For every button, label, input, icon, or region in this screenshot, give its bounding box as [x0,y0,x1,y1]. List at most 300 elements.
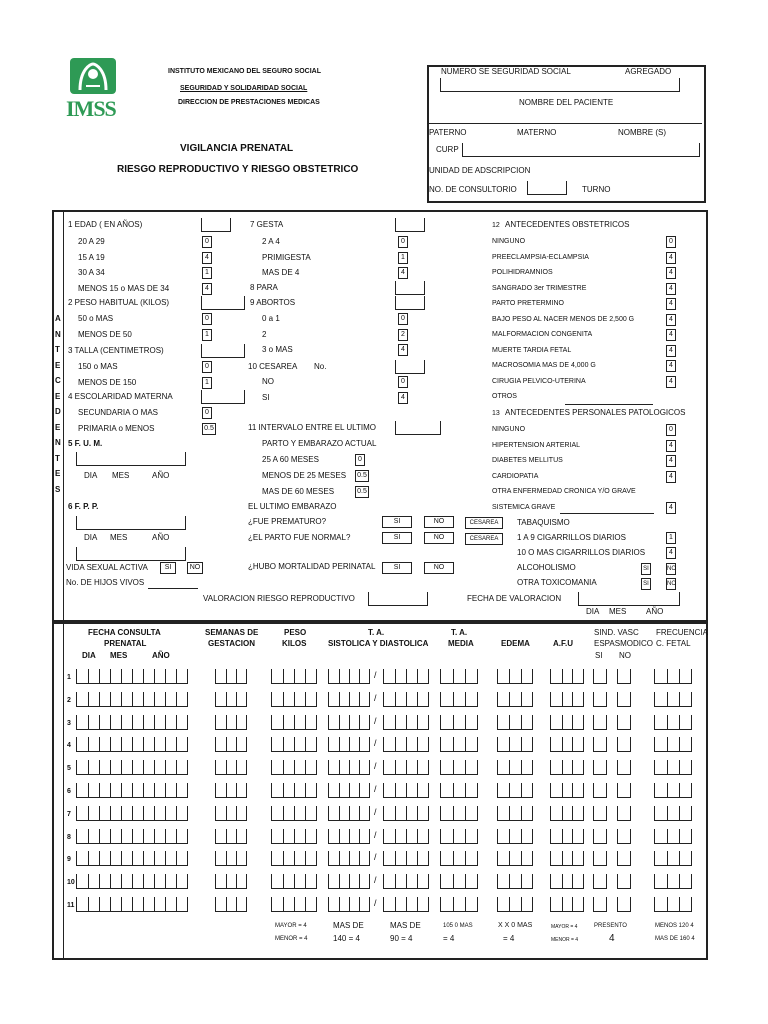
cell-divider [132,874,133,888]
table-cell[interactable] [593,737,607,752]
table-cell[interactable] [593,874,607,889]
pers-num: 13 [492,410,500,417]
tox-no[interactable]: NO [666,578,676,590]
cell-divider [305,851,306,865]
table-cell[interactable] [550,783,584,798]
gesta-field[interactable] [395,218,425,231]
table-cell[interactable] [593,669,607,684]
table-cell[interactable] [497,715,533,730]
cell-divider [509,783,510,797]
table-cell[interactable] [76,897,188,912]
antecedente-score-box[interactable]: 4 [666,267,676,279]
table-cell[interactable] [440,783,478,798]
extra-date-field[interactable] [76,547,186,560]
curp-field[interactable] [462,143,700,157]
table-cell[interactable] [271,669,317,684]
abortos-score-box[interactable]: 2 [398,329,408,341]
table-cell[interactable] [440,897,478,912]
table-cell[interactable] [593,783,607,798]
cell-divider [143,760,144,774]
table-cell[interactable] [654,874,692,889]
table-cell[interactable] [215,669,247,684]
antecedente-option-label: CIRUGIA PELVICO-UTERINA [492,377,586,385]
edad-score-box[interactable]: 0 [202,236,212,248]
cell-divider [667,829,668,843]
table-cell[interactable] [271,829,317,844]
mortalidad-no[interactable]: NO [424,562,454,574]
table-cell[interactable] [440,760,478,775]
cell-divider [143,806,144,820]
antecedente-score-box[interactable]: 4 [666,376,676,388]
table-cell[interactable] [271,692,317,707]
cell-divider [121,897,122,911]
normal-no[interactable]: NO [424,532,454,544]
cell-divider [667,692,668,706]
table-cell[interactable] [383,669,429,684]
cell-divider [88,669,89,683]
table-cell[interactable] [654,760,692,775]
cell-divider [359,874,360,888]
cell-divider [509,669,510,683]
para-field[interactable] [395,281,425,294]
cell-divider [88,874,89,888]
cell-divider [165,715,166,729]
gesta-score-box[interactable]: 1 [398,252,408,264]
table-cell[interactable] [654,737,692,752]
cell-divider [236,760,237,774]
foot-mayor: MAYOR = 4 [275,923,307,929]
table-cell[interactable] [215,783,247,798]
abortos-field[interactable] [395,296,425,309]
table-cell[interactable] [593,806,607,821]
antecedente-score-box[interactable]: 4 [666,360,676,372]
table-cell[interactable] [328,669,370,684]
table-cell[interactable] [383,737,429,752]
form-subtitle: RIESGO REPRODUCTIVO Y RIESGO OBSTETRICO [117,164,359,175]
cell-divider [154,897,155,911]
peso-score-box[interactable]: 1 [202,329,212,341]
table-cell[interactable] [617,669,631,684]
cell-divider [521,715,522,729]
form-title: VIGILANCIA PRENATAL [180,143,294,154]
normal-cesarea[interactable]: CESAREA [465,533,503,545]
table-cell[interactable] [654,829,692,844]
abortos-score-box[interactable]: 4 [398,344,408,356]
prematuro-cesarea[interactable]: CESAREA [465,517,503,529]
ta-slash: / [374,829,377,840]
cell-divider [562,669,563,683]
table-cell[interactable] [271,806,317,821]
cell-divider [359,669,360,683]
fv-mes: MES [609,607,627,616]
nss-field[interactable] [440,78,702,92]
table-cell[interactable] [497,806,533,821]
cell-divider [176,783,177,797]
vida-si[interactable]: SI [160,562,176,574]
table-row [0,760,1,761]
table-cell[interactable] [550,692,584,707]
table-cell[interactable] [550,737,584,752]
table-cell[interactable] [654,669,692,684]
h-fecha: FECHA CONSULTA [88,628,161,637]
prematuro-si[interactable]: SI [382,516,412,528]
cell-divider [417,874,418,888]
cell-divider [521,669,522,683]
h-gestacion: GESTACION [208,639,255,648]
table-cell[interactable] [617,737,631,752]
cell-divider [132,760,133,774]
cesarea-score-box[interactable]: 4 [398,392,408,404]
nombres-label: NOMBRE (S) [618,128,666,137]
table-cell[interactable] [215,829,247,844]
table-cell[interactable] [215,874,247,889]
cell-divider [465,715,466,729]
cell-divider [154,783,155,797]
table-cell[interactable] [215,806,247,821]
cell-divider [294,851,295,865]
table-cell[interactable] [76,874,188,889]
cesarea-field[interactable] [395,360,425,373]
h-anio: AÑO [152,651,170,660]
table-cell[interactable] [550,669,584,684]
peso-option-label: MENOS DE 50 [78,329,132,339]
table-cell[interactable] [550,874,584,889]
personal-score-box[interactable]: 4 [666,455,676,467]
mortalidad-si[interactable]: SI [382,562,412,574]
table-cell[interactable] [497,851,533,866]
cell-divider [226,806,227,820]
table-cell[interactable] [328,715,370,730]
fum-field[interactable] [76,452,186,465]
table-cell[interactable] [271,715,317,730]
table-cell[interactable] [593,897,607,912]
table-row [0,806,1,807]
cell-divider [406,760,407,774]
cell-divider [165,851,166,865]
cell-divider [406,783,407,797]
table-cell[interactable] [654,783,692,798]
alcohol-no[interactable]: NO [666,563,676,575]
cell-divider [88,851,89,865]
cell-divider [165,760,166,774]
personal-score-box[interactable]: 0 [666,424,676,436]
table-cell[interactable] [76,669,188,684]
table-cell[interactable] [654,692,692,707]
table-cell[interactable] [215,692,247,707]
gesta-option-label: PRIMIGESTA [262,252,311,262]
cell-divider [110,829,111,843]
valoracion-field[interactable] [368,592,428,605]
intervalo-score-box[interactable]: 0 [355,454,365,466]
normal-si[interactable]: SI [382,532,412,544]
cell-divider [121,783,122,797]
table-cell[interactable] [550,760,584,775]
cell-divider [339,669,340,683]
table-cell[interactable] [215,897,247,912]
table-cell[interactable] [383,760,429,775]
table-cell[interactable] [271,851,317,866]
h-cfetal: C. FETAL [656,639,691,648]
table-cell[interactable] [440,737,478,752]
cell-divider [417,760,418,774]
row-number: 8 [67,833,71,841]
ant-num: 12 [492,222,500,229]
antecedente-score-box[interactable]: 4 [666,283,676,295]
cell-divider [562,692,563,706]
alcohol-si[interactable]: SI [641,563,651,575]
cell-divider [667,760,668,774]
table-cell[interactable] [76,715,188,730]
cell-divider [509,760,510,774]
table-cell[interactable] [654,715,692,730]
table-cell[interactable] [497,897,533,912]
table-cell[interactable] [271,783,317,798]
talla-score-box[interactable]: 1 [202,377,212,389]
cell-divider [349,874,350,888]
cell-divider [572,715,573,729]
fpp-field[interactable] [76,516,186,529]
cell-divider [226,737,227,751]
table-row [0,829,1,830]
table-cell[interactable] [328,806,370,821]
cell-divider [294,737,295,751]
table-cell[interactable] [76,851,188,866]
sistemica-score[interactable]: 4 [666,502,676,514]
gesta-score-box[interactable]: 0 [398,236,408,248]
agregado-label: AGREGADO [625,67,672,76]
personal-score-box[interactable]: 4 [666,471,676,483]
edad-score-box[interactable]: 4 [202,283,212,295]
table-cell[interactable] [383,692,429,707]
edad-field[interactable] [201,218,231,231]
antecedente-option-label: PREECLAMPSIA-ECLAMPSIA [492,253,589,261]
table-cell[interactable] [617,692,631,707]
table-cell[interactable] [654,851,692,866]
table-cell[interactable] [76,829,188,844]
table-cell[interactable] [328,851,370,866]
cell-divider [154,760,155,774]
h-afu: A.F.U [553,639,573,648]
otra-label: OTRA ENFERMEDAD CRONICA Y/O GRAVE [492,488,636,495]
table-cell[interactable] [497,783,533,798]
abortos-score-box[interactable]: 0 [398,313,408,325]
table-cell[interactable] [328,737,370,752]
consultorio-field[interactable] [527,181,567,195]
escolaridad-score-box[interactable]: 0.5 [202,423,216,435]
gesta-score-box[interactable]: 4 [398,267,408,279]
intervalo-score-box[interactable]: 0.5 [355,470,369,482]
talla-score-box[interactable]: 0 [202,361,212,373]
table-cell[interactable] [617,760,631,775]
h-dia: DIA [82,651,96,660]
cell-divider [453,760,454,774]
table-cell[interactable] [440,692,478,707]
cell-divider [339,874,340,888]
cell-divider [521,897,522,911]
table-cell[interactable] [497,737,533,752]
table-cell[interactable] [550,851,584,866]
cell-divider [294,829,295,843]
table-cell[interactable] [383,874,429,889]
antecedente-score-box[interactable]: 4 [666,298,676,310]
table-cell[interactable] [76,760,188,775]
table-cell[interactable] [328,692,370,707]
logo-text: IMSS [66,96,116,121]
ta-slash: / [374,898,377,908]
table-cell[interactable] [440,874,478,889]
table-cell[interactable] [497,692,533,707]
cell-divider [339,851,340,865]
intervalo-option-label: MAS DE 60 MESES [262,487,335,496]
cell-divider [349,806,350,820]
table-cell[interactable] [617,715,631,730]
peso-field[interactable] [201,296,245,309]
table-cell[interactable] [271,874,317,889]
table-cell[interactable] [215,715,247,730]
antecedente-score-box[interactable]: 4 [666,345,676,357]
table-cell[interactable] [550,806,584,821]
cell-divider [417,851,418,865]
fpp-dia: DIA [84,533,98,542]
prematuro-no[interactable]: NO [424,516,454,528]
table-cell[interactable] [497,669,533,684]
table-cell[interactable] [617,783,631,798]
table-cell[interactable] [440,806,478,821]
table-cell[interactable] [383,783,429,798]
row-number: 7 [67,810,71,818]
side-letter: N [55,438,61,447]
table-cell[interactable] [593,829,607,844]
table-cell[interactable] [593,692,607,707]
table-cell[interactable] [654,897,692,912]
vida-no[interactable]: NO [187,562,203,574]
cell-divider [305,715,306,729]
cesarea-score-box[interactable]: 0 [398,376,408,388]
table-cell[interactable] [76,737,188,752]
intervalo-field[interactable] [395,421,441,434]
ta-slash: / [374,738,377,749]
cell-divider [283,760,284,774]
peso-score-box[interactable]: 0 [202,313,212,325]
intervalo-score-box[interactable]: 0.5 [355,486,369,498]
cell-divider [305,737,306,751]
cell-divider [294,783,295,797]
antecedente-score-box[interactable]: 4 [666,314,676,326]
table-cell[interactable] [497,829,533,844]
table-cell[interactable] [76,692,188,707]
cell-divider [395,874,396,888]
table-cell[interactable] [271,737,317,752]
table-cell[interactable] [617,897,631,912]
cell-divider [667,851,668,865]
personal-score-box[interactable]: 4 [666,440,676,452]
table-cell[interactable] [328,829,370,844]
antecedente-score-box[interactable]: 4 [666,329,676,341]
h-sind: SIND. VASC [594,628,639,637]
talla-field[interactable] [201,344,245,357]
table-cell[interactable] [383,897,429,912]
table-cell[interactable] [593,715,607,730]
cell-divider [521,692,522,706]
table-cell[interactable] [271,897,317,912]
table-cell[interactable] [654,806,692,821]
escolaridad-score-box[interactable]: 0 [202,407,212,419]
table-cell[interactable] [383,806,429,821]
table-cell[interactable] [328,760,370,775]
table-cell[interactable] [593,851,607,866]
cell-divider [395,760,396,774]
cell-divider [667,715,668,729]
table-cell[interactable] [440,715,478,730]
ta-slash: / [374,692,377,703]
row-number: 2 [67,696,71,704]
foot-presento: PRESENTO [594,923,627,929]
table-cell[interactable] [215,851,247,866]
fecha-valoracion-field[interactable] [578,592,680,605]
cell-divider [154,806,155,820]
table-cell[interactable] [617,806,631,821]
cell-divider [226,692,227,706]
table-cell[interactable] [550,715,584,730]
table-cell[interactable] [215,760,247,775]
table-cell[interactable] [215,737,247,752]
cell-divider [121,737,122,751]
cell-divider [406,829,407,843]
cig1-score[interactable]: 1 [666,532,676,544]
cell-divider [283,669,284,683]
edad-score-box[interactable]: 1 [202,267,212,279]
edad-score-box[interactable]: 4 [202,252,212,264]
fv-anio: AÑO [646,607,664,616]
cell-divider [359,806,360,820]
table-cell[interactable] [617,851,631,866]
cell-divider [283,806,284,820]
table-cell[interactable] [497,874,533,889]
table-cell[interactable] [76,806,188,821]
table-cell[interactable] [497,760,533,775]
cell-divider [521,737,522,751]
table-cell[interactable] [383,851,429,866]
cell-divider [294,760,295,774]
table-cell[interactable] [383,829,429,844]
escolaridad-field[interactable] [201,390,245,403]
table-cell[interactable] [550,897,584,912]
tox-si[interactable]: SI [641,578,651,590]
table-cell[interactable] [440,669,478,684]
table-cell[interactable] [440,851,478,866]
escolaridad-option-label: PRIMARIA o MENOS [78,423,155,433]
table-cell[interactable] [593,760,607,775]
table-cell[interactable] [617,874,631,889]
table-cell[interactable] [76,783,188,798]
side-letter: T [55,345,60,354]
cell-divider [99,737,100,751]
cell-divider [154,874,155,888]
table-cell[interactable] [440,829,478,844]
table-cell[interactable] [271,760,317,775]
antecedente-score-box[interactable]: 4 [666,252,676,264]
table-cell[interactable] [617,829,631,844]
table-cell[interactable] [328,874,370,889]
table-cell[interactable] [383,715,429,730]
cell-divider [562,874,563,888]
cig2-score[interactable]: 4 [666,547,676,559]
antecedente-score-box[interactable]: 0 [666,236,676,248]
table-cell[interactable] [328,897,370,912]
table-cell[interactable] [328,783,370,798]
nombre-label: NOMBRE DEL PACIENTE [519,98,614,107]
table-cell[interactable] [550,829,584,844]
